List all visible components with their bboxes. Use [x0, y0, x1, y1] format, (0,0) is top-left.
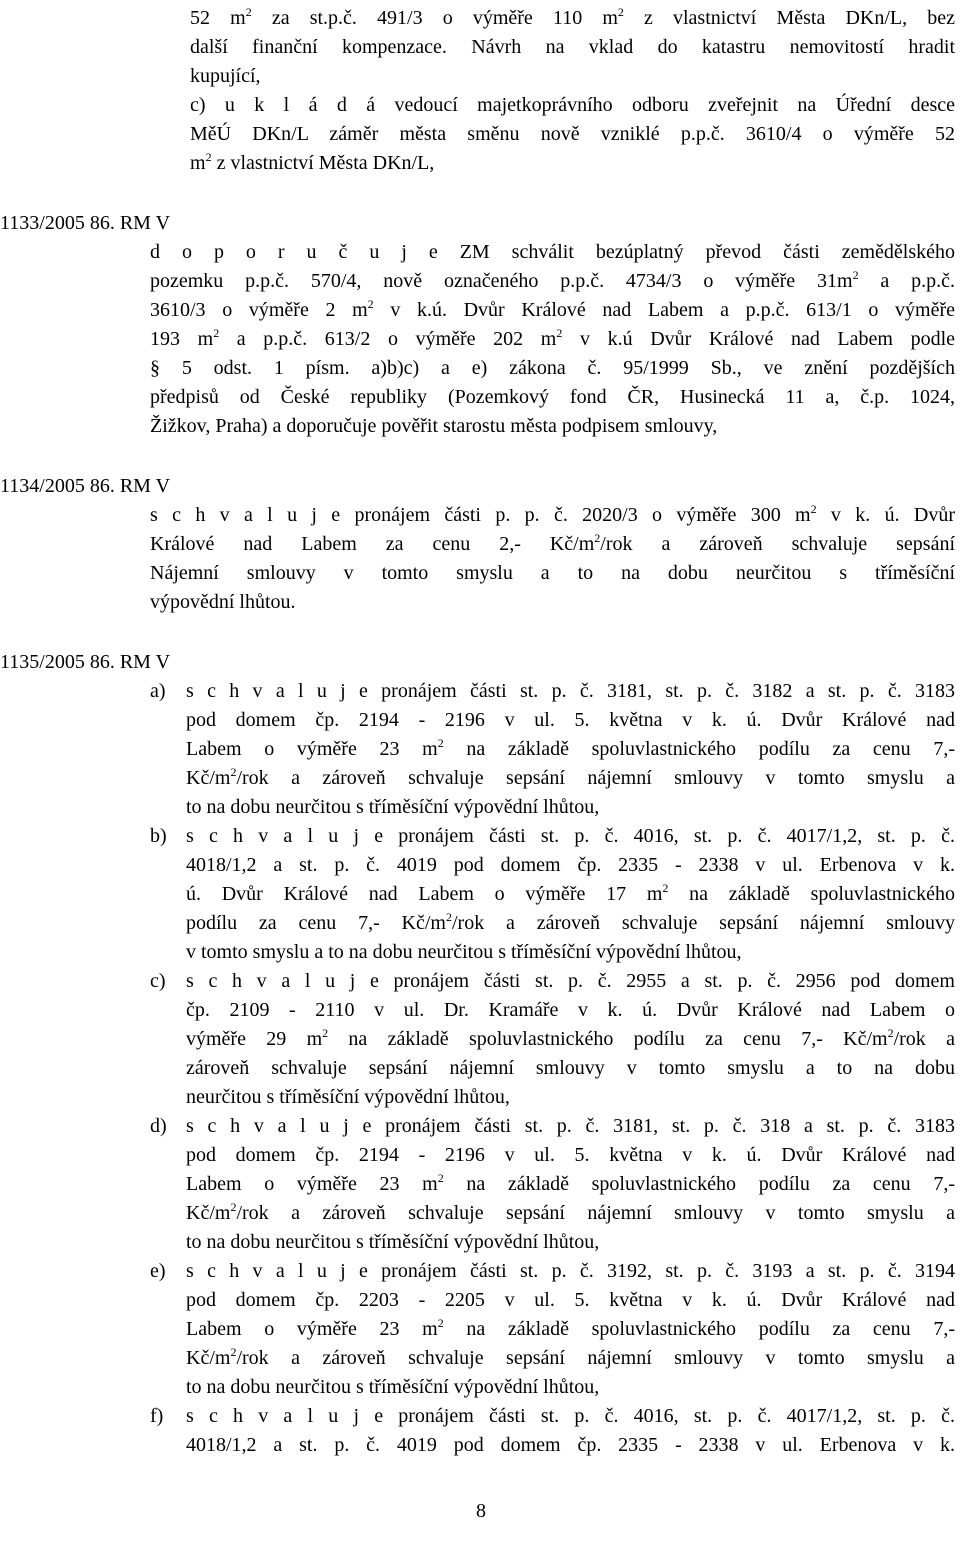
text-line: výpovědní lhůtou. — [150, 591, 296, 613]
text-line: to na dobu neurčitou s tříměsíční výpovědní lhůtou, — [186, 1376, 600, 1398]
text-line: pozemku p.p.č. 570/4, nově označeného p.p.č. 4734/3 o výměře $31m^2$ a p.p.č. — [150, 268, 956, 292]
item-label: e) — [150, 1260, 166, 1282]
resolution-header: 1133/2005 86. RM V — [0, 212, 171, 234]
text-line: výměře 29 $m^2$ na základě spoluvlastnického podílu za cenu 7,- $Kč/m^2$/rok a — [186, 1026, 955, 1050]
text-line: Králové nad Labem za cenu 2,- $Kč/m^2$/rok a zároveň schvaluje sepsání — [150, 531, 955, 555]
text-line: c) u k l á d á vedoucí majetkoprávního odboru zveřejnit na Úřední desce — [190, 94, 955, 116]
text-line: $Kč/m^2$/rok a zároveň schvaluje sepsání nájemní smlouvy v tomto smyslu a — [186, 1200, 955, 1224]
text-line: MěÚ DKn/L záměr města směnu nově vzniklé p.p.č. 3610/4 o výměře 52 — [190, 123, 955, 145]
text-line: s c h v a l u j e pronájem části p. p. č. 2020/3 o výměře 300 $m^2$ v k. ú. Dvůr — [150, 502, 955, 526]
text-line: to na dobu neurčitou s tříměsíční výpovědní lhůtou, — [186, 796, 600, 818]
item-label: a) — [150, 680, 166, 702]
text-line: s c h v a l u j e pronájem části st. p. č. 2955 a st. p. č. 2956 pod domem — [186, 970, 955, 992]
text-line: zároveň schvaluje sepsání nájemní smlouvy v tomto smyslu a to na dobu — [186, 1057, 955, 1079]
text-line: $Kč/m^2$/rok a zároveň schvaluje sepsání nájemní smlouvy v tomto smyslu a — [186, 765, 955, 789]
text-line: d o p o r u č u j e ZM schválit bezúplatný převod části zemědělského — [150, 241, 955, 263]
text-line: 52 $m^2$ za st.p.č. 491/3 o výměře 110 $m^2$ z vlastnictví Města DKn/L, bez — [190, 5, 955, 29]
item-label: c) — [150, 970, 166, 992]
text-line: 193 $m^2$ a p.p.č. 613/2 o výměře 202 $m^2$ v k.ú Dvůr Králové nad Labem podle — [150, 326, 956, 350]
text-line: s c h v a l u j e pronájem části st. p. č. 3192, st. p. č. 3193 a st. p. č. 3194 — [186, 1260, 955, 1282]
text-line: 4018/1,2 a st. p. č. 4019 pod domem čp. 2335 - 2338 v ul. Erbenova v k. — [186, 854, 955, 876]
text-line: další finanční kompenzace. Návrh na vklad do katastru nemovitostí hradit — [190, 36, 955, 58]
item-label: d) — [150, 1115, 167, 1137]
item-label: f) — [150, 1405, 164, 1427]
text-line: pod domem čp. 2194 - 2196 v ul. 5. května v k. ú. Dvůr Králové nad — [186, 709, 955, 731]
text-line: Labem o výměře 23 $m^2$ na základě spoluvlastnického podílu za cenu 7,- — [186, 1316, 955, 1340]
text-line: kupující, — [190, 65, 261, 87]
text-line: ú. Dvůr Králové nad Labem o výměře 17 $m^2$ na základě spoluvlastnického — [186, 881, 956, 905]
text-line: podílu za cenu 7,- $Kč/m^2$/rok a zároveň schvaluje sepsání nájemní smlouvy — [186, 910, 955, 934]
text-line: s c h v a l u j e pronájem části st. p. č. 4016, st. p. č. 4017/1,2, st. p. č. — [186, 825, 955, 847]
text-line: pod domem čp. 2194 - 2196 v ul. 5. května v k. ú. Dvůr Králové nad — [186, 1144, 955, 1166]
text-line: s c h v a l u j e pronájem části st. p. č. 3181, st. p. č. 3182 a st. p. č. 3183 — [186, 680, 955, 702]
text-line: 3610/3 o výměře 2 $m^2$ v k.ú. Dvůr Králové nad Labem a p.p.č. 613/1 o výměře — [150, 297, 955, 321]
text-line: čp. 2109 - 2110 v ul. Dr. Kramáře v k. ú. Dvůr Králové nad Labem o — [186, 999, 955, 1021]
text-line: $Kč/m^2$/rok a zároveň schvaluje sepsání nájemní smlouvy v tomto smyslu a — [186, 1345, 955, 1369]
text-line: $m^2$ z vlastnictví Města DKn/L, — [190, 150, 435, 174]
resolution-header: 1134/2005 86. RM V — [0, 475, 171, 497]
text-line: v tomto smyslu a to na dobu neurčitou s tříměsíční výpovědní lhůtou, — [186, 941, 742, 963]
text-line: to na dobu neurčitou s tříměsíční výpovědní lhůtou, — [186, 1231, 600, 1253]
text-line: Nájemní smlouvy v tomto smyslu a to na dobu neurčitou s tříměsíční — [150, 562, 955, 584]
text-line: 4018/1,2 a st. p. č. 4019 pod domem čp. 2335 - 2338 v ul. Erbenova v k. — [186, 1434, 955, 1456]
page-number: 8 — [476, 1500, 486, 1522]
text-line: Žižkov, Praha) a doporučuje pověřit starostu města podpisem smlouvy, — [150, 415, 718, 437]
resolution-header: 1135/2005 86. RM V — [0, 651, 171, 673]
text-line: Labem o výměře 23 $m^2$ na základě spoluvlastnického podílu za cenu 7,- — [186, 1171, 955, 1195]
text-line: s c h v a l u j e pronájem části st. p. č. 4016, st. p. č. 4017/1,2, st. p. č. — [186, 1405, 955, 1427]
text-line: neurčitou s tříměsíční výpovědní lhůtou, — [186, 1086, 510, 1108]
text-line: pod domem čp. 2203 - 2205 v ul. 5. května v k. ú. Dvůr Králové nad — [186, 1289, 955, 1311]
item-label: b) — [150, 825, 167, 847]
text-line: s c h v a l u j e pronájem části st. p. č. 3181, st. p. č. 318 a st. p. č. 3183 — [186, 1115, 955, 1137]
text-line: předpisů od České republiky (Pozemkový fond ČR, Husinecká 11 a, č.p. 1024, — [150, 386, 955, 408]
text-line: § 5 odst. 1 písm. a)b)c) a e) zákona č. 95/1999 Sb., ve znění pozdějších — [150, 357, 955, 379]
text-line: Labem o výměře 23 $m^2$ na základě spoluvlastnického podílu za cenu 7,- — [186, 736, 955, 760]
